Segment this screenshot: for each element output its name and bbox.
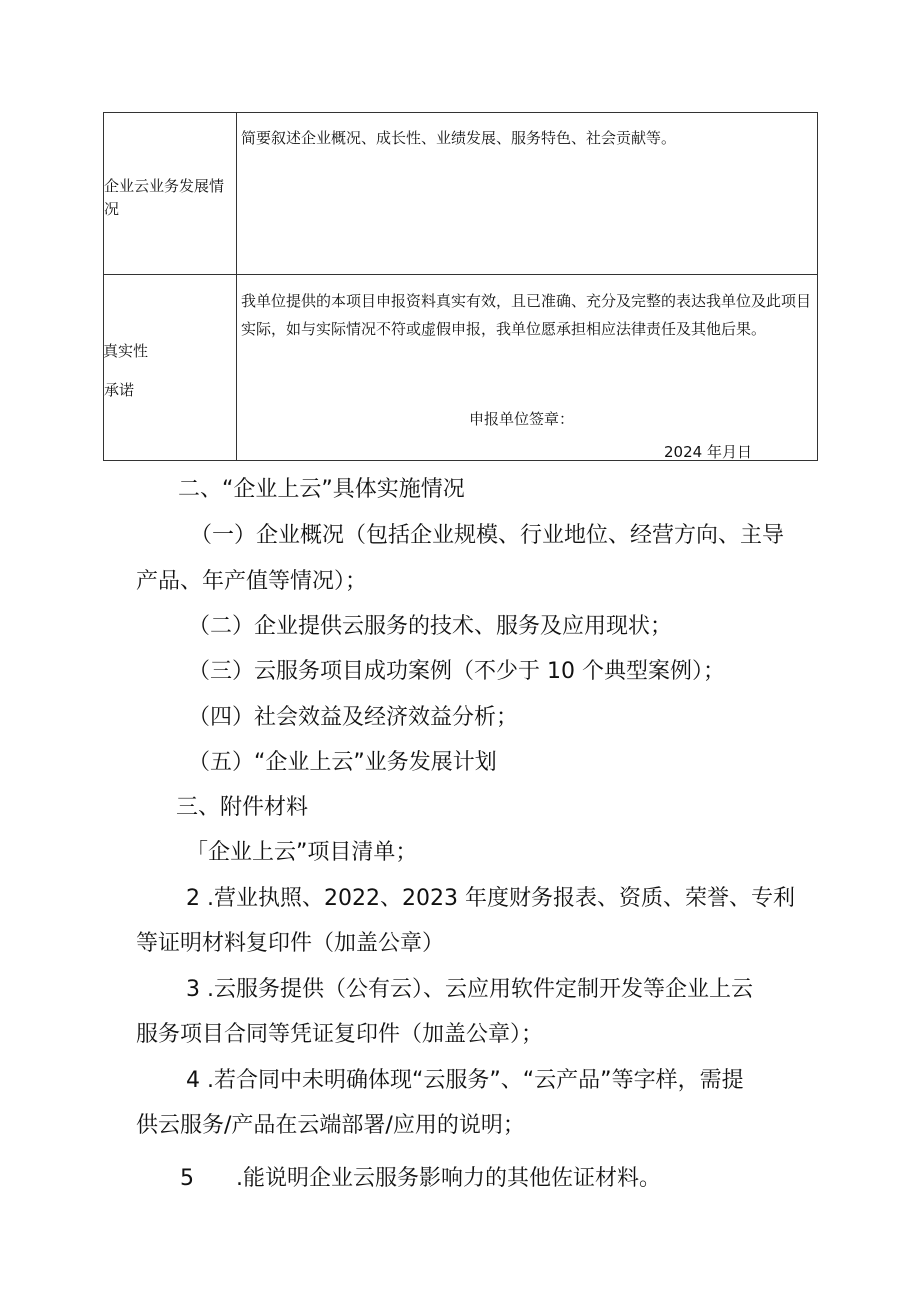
table-row-authenticity-promise: [104, 275, 817, 460]
authenticity-promise-text: 我单位提供的本项目申报资料真实有效，且已准确、充分及完整的表达我单位及此项目实际，如与实际情况不符或虚假申报，我单位愿承担相应法律责任及其他后果。: [241, 292, 812, 338]
table-label-cell: [104, 275, 237, 460]
section3-title: 三、附件材料: [176, 795, 309, 820]
attachment-3-line1: 3 .云服务提供（公有云）、云应用软件定制开发等企业上云: [186, 977, 753, 1002]
item1-line2: 产品、年产值等情况）；: [136, 569, 368, 594]
item1-line1: （一）企业概况（包括企业规模、行业地位、经营方向、主导: [190, 523, 785, 548]
item4: （四）社会效益及经济效益分析；: [188, 705, 519, 730]
table-content-cell: [237, 275, 817, 460]
attachment-2-line2: 等证明材料复印件（加盖公章）: [136, 931, 445, 956]
attachment-4-line1: 4 .若合同中未明确体现“云服务”、“云产品”等字样，需提: [186, 1068, 744, 1093]
declaration-table: [103, 112, 818, 461]
attachment-5-number: 5: [180, 1166, 194, 1191]
row-label-authenticity: 真实性: [103, 342, 149, 360]
item3: （三）云服务项目成功案例（不少于 10 个典型案例）；: [188, 659, 725, 684]
row-label-business-development: 企业云业务发展情况: [104, 177, 225, 218]
signature-label: 申报单位签章：: [469, 410, 575, 428]
attachment-2-line1: 2 .营业执照、2022、2023 年度财务报表、资质、荣誉、专利: [186, 886, 795, 911]
signature-date: 2024 年月日: [664, 443, 752, 461]
section2-title: 二、“企业上云”具体实施情况: [178, 477, 465, 502]
table-label-cell: [104, 113, 237, 274]
attachment-4-line2: 供云服务/产品在云端部署/应用的说明；: [136, 1113, 525, 1138]
table-row-business-development: [104, 113, 817, 275]
row-label-promise: 承诺: [104, 381, 135, 399]
attachment-5-text: .能说明企业云服务影响力的其他佐证材料。: [236, 1166, 661, 1191]
business-development-description: 简要叙述企业概况、成长性、业绩发展、服务特色、社会贡献等。: [241, 129, 677, 147]
attachment-1: 「企业上云”项目清单；: [186, 840, 418, 865]
attachment-3-line2: 服务项目合同等凭证复印件（加盖公章）；: [136, 1022, 544, 1047]
item2: （二）企业提供云服务的技术、服务及应用现状；: [188, 614, 673, 639]
table-content-cell: [237, 113, 817, 274]
item5: （五）“企业上云”业务发展计划: [188, 750, 497, 775]
